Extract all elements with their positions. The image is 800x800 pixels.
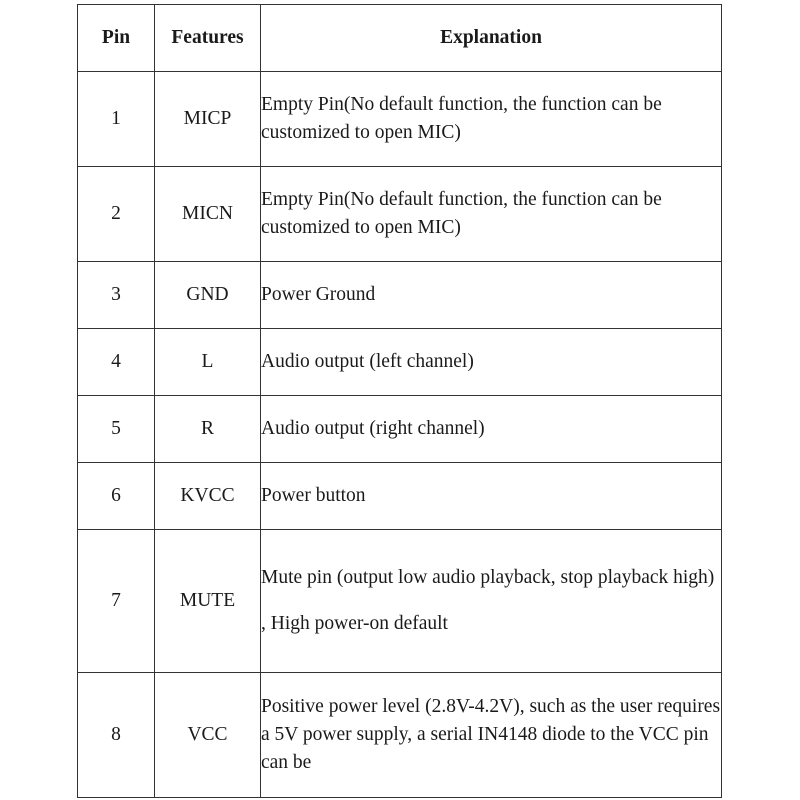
- table-row: [78, 329, 722, 396]
- pin-explanation: Audio output (left channel): [261, 329, 722, 396]
- table-row: [78, 72, 722, 167]
- table-row: [78, 673, 722, 798]
- pin-feature: MUTE: [155, 530, 261, 673]
- pin-number: 8: [78, 673, 155, 798]
- pin-feature: MICP: [155, 72, 261, 167]
- pin-number: 6: [78, 463, 155, 530]
- pin-explanation: Mute pin (output low audio playback, stop playback high): [261, 567, 715, 588]
- pin-feature: GND: [155, 262, 261, 329]
- pin-feature: L: [155, 329, 261, 396]
- pin-feature: KVCC: [155, 463, 261, 530]
- header-row: [78, 5, 722, 72]
- pin-explanation-note: , High power-on default: [261, 613, 448, 634]
- pin-feature: R: [155, 396, 261, 463]
- table-row: [78, 463, 722, 530]
- table-row: [78, 167, 722, 262]
- pin-explanation: Empty Pin(No default function, the function can be customized to open MIC): [261, 167, 722, 262]
- pin-explanation: Power Ground: [261, 262, 722, 329]
- table-row: [78, 262, 722, 329]
- pin-feature: MICN: [155, 167, 261, 262]
- table-row: [78, 396, 722, 463]
- table-row: [78, 530, 722, 673]
- header-features: Features: [155, 5, 261, 72]
- pin-number: 7: [78, 530, 155, 673]
- header-explanation: Explanation: [261, 5, 722, 72]
- pin-number: 3: [78, 262, 155, 329]
- pin-explanation: Positive power level (2.8V-4.2V), such as the user requires a 5V power supply, a serial IN4148 diode to the VCC pin can be: [261, 673, 722, 798]
- pin-number: 2: [78, 167, 155, 262]
- header-pin: Pin: [78, 5, 155, 72]
- pin-explanation: Audio output (right channel): [261, 396, 722, 463]
- pin-table: [77, 4, 722, 798]
- pin-feature: VCC: [155, 673, 261, 798]
- pin-explanation: Empty Pin(No default function, the function can be customized to open MIC): [261, 72, 722, 167]
- pin-number: 1: [78, 72, 155, 167]
- pin-number: 4: [78, 329, 155, 396]
- pin-explanation-cell: [261, 530, 722, 673]
- pin-explanation: Power button: [261, 463, 722, 530]
- pin-number: 5: [78, 396, 155, 463]
